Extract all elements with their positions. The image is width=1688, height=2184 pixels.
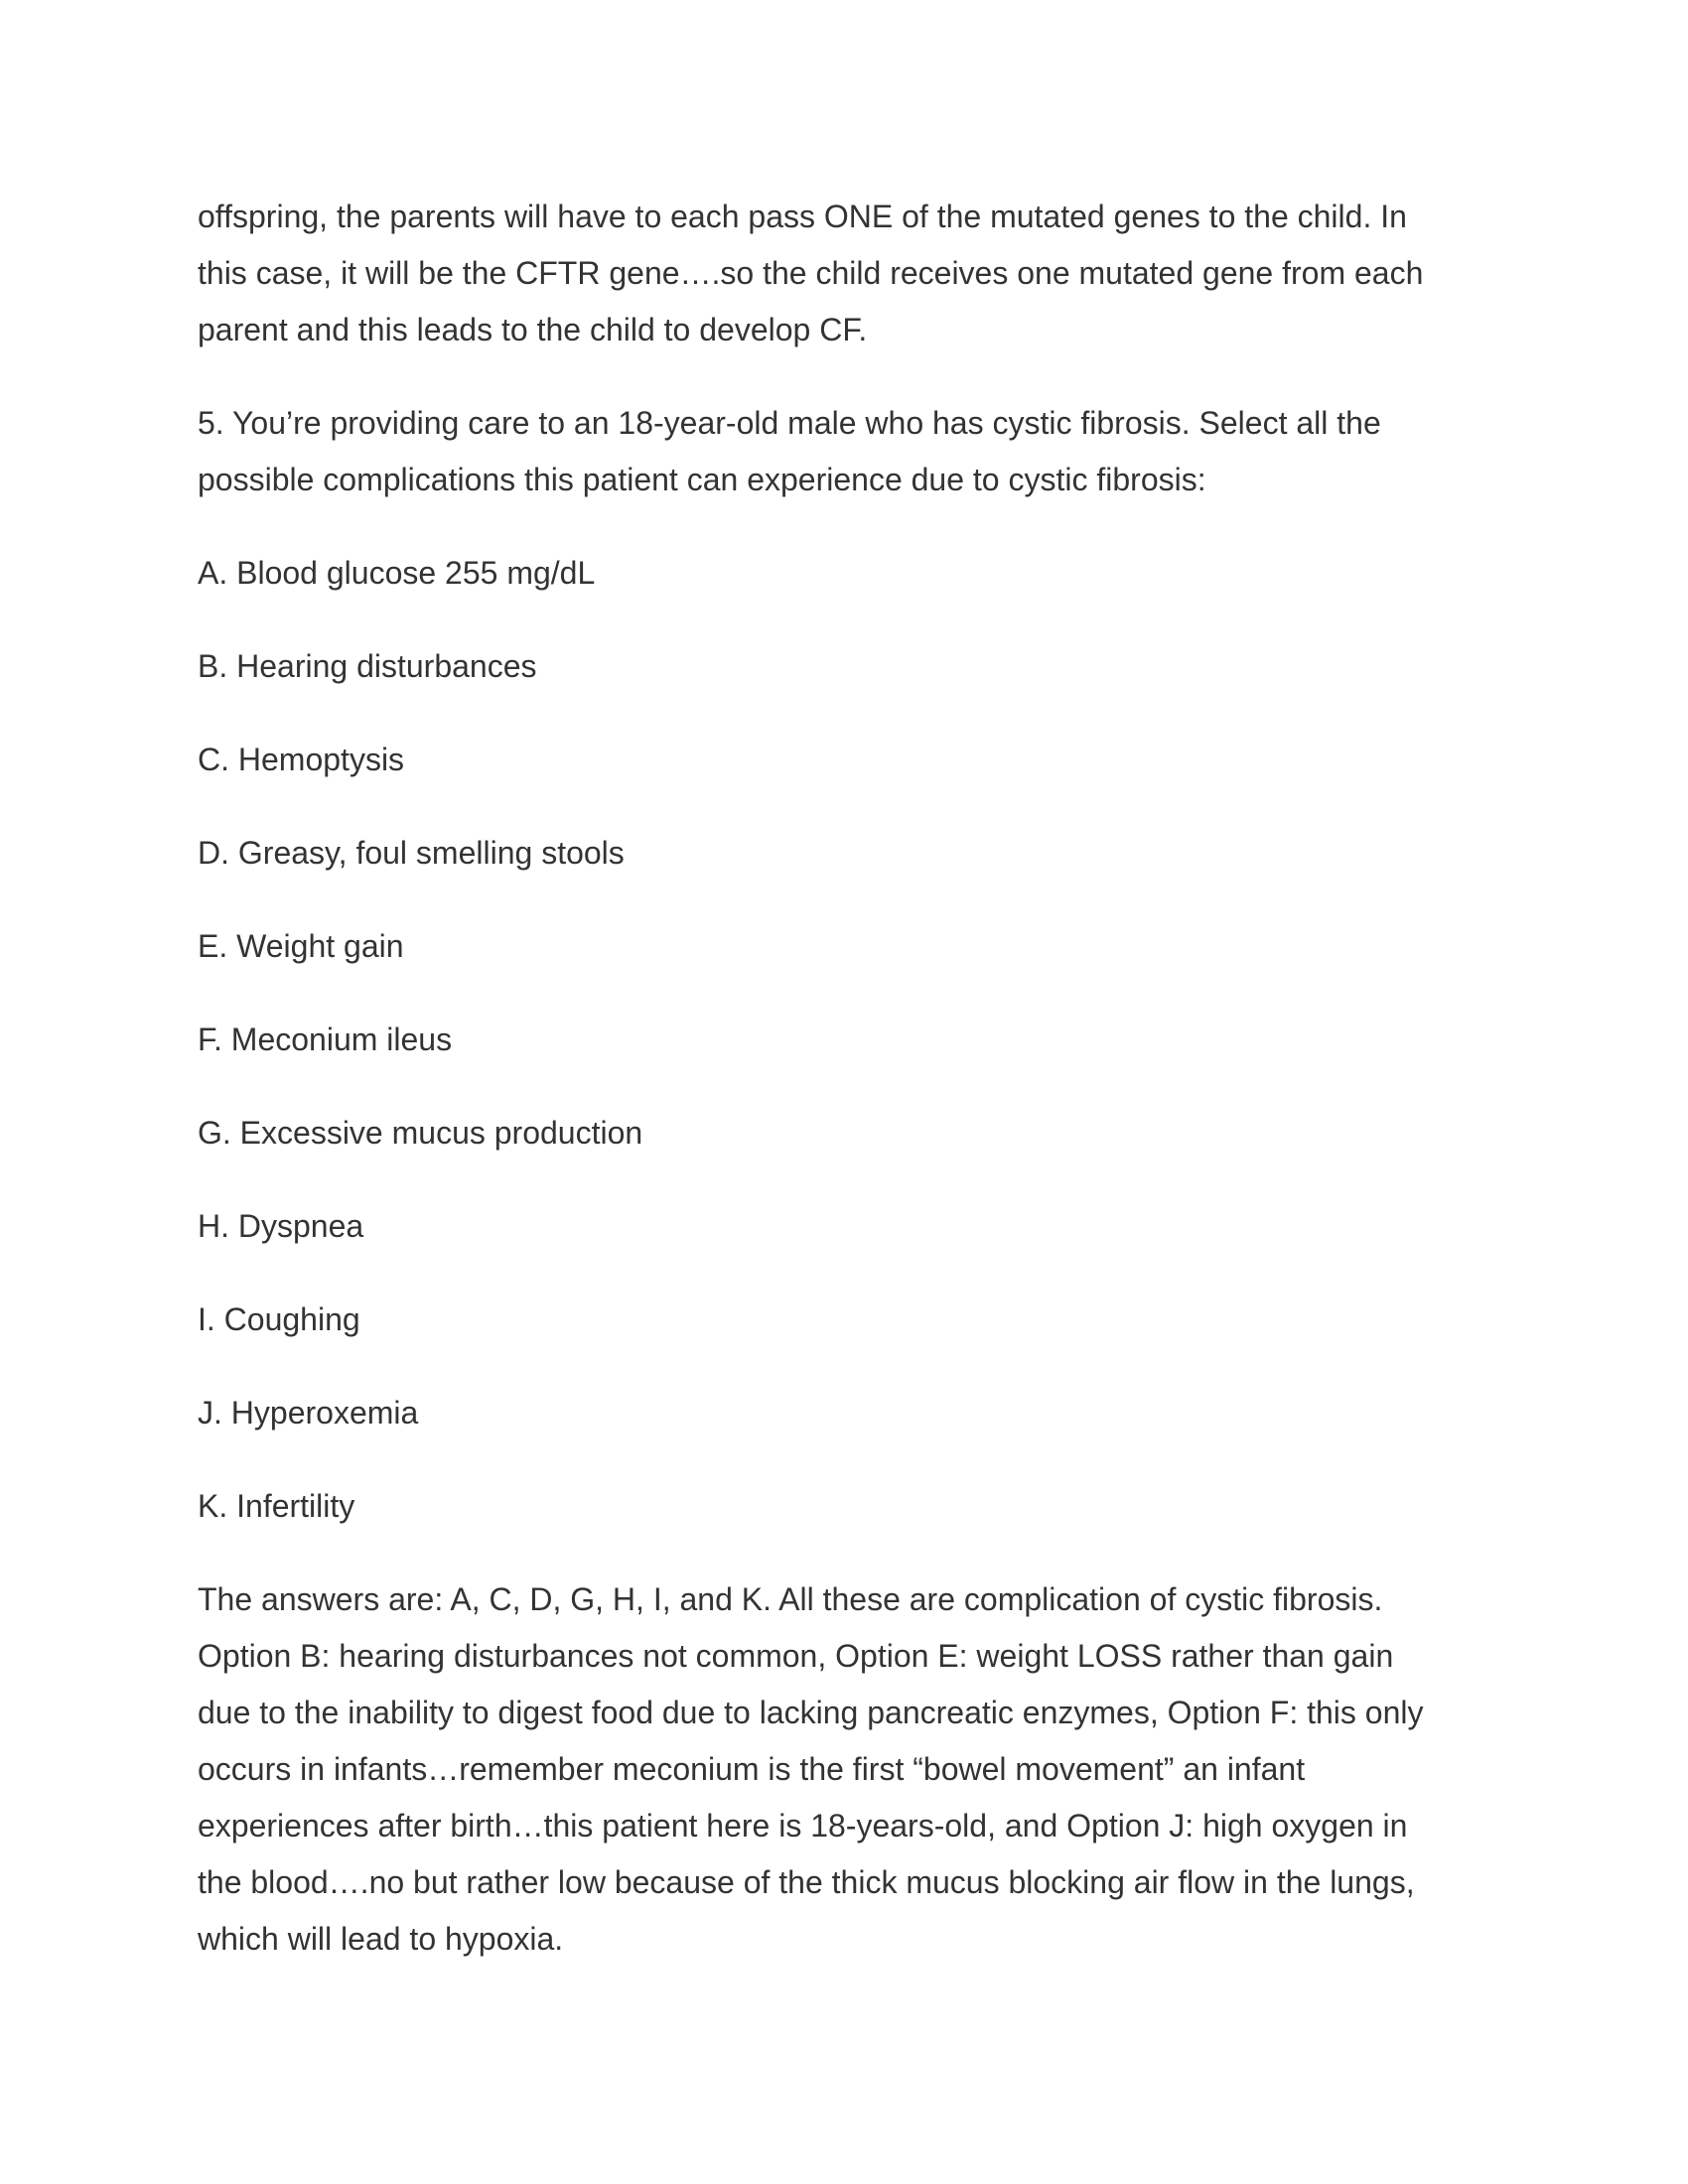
text-line: Option B: hearing disturbances not common, Option E: weight LOSS rather than gain — [198, 1638, 1394, 1674]
text-line: offspring, the parents will have to each pass ONE of the mutated genes to the child. In — [198, 199, 1407, 234]
text-line: this case, it will be the CFTR gene….so the child receives one mutated gene from each — [198, 255, 1424, 291]
text-line: which will lead to hypoxia. — [198, 1921, 564, 1957]
option-b — [198, 638, 1508, 695]
option-e — [198, 918, 1508, 975]
option-j — [198, 1385, 1508, 1441]
answer-paragraph — [198, 1571, 1508, 1968]
option-label: J. Hyperoxemia — [198, 1395, 419, 1431]
option-k — [198, 1478, 1508, 1535]
option-i — [198, 1292, 1508, 1348]
text-line: possible complications this patient can experience due to cystic fibrosis: — [198, 462, 1206, 497]
text-line: experiences after birth…this patient here is 18-years-old, and Option J: high oxygen in — [198, 1808, 1408, 1843]
option-f — [198, 1012, 1508, 1068]
question-paragraph — [198, 395, 1508, 508]
option-label: D. Greasy, foul smelling stools — [198, 835, 625, 871]
option-label: I. Coughing — [198, 1301, 360, 1337]
option-label: C. Hemoptysis — [198, 742, 405, 777]
text-line: 5. You’re providing care to an 18-year-old male who has cystic fibrosis. Select all the — [198, 405, 1381, 441]
option-label: E. Weight gain — [198, 928, 404, 964]
document-page — [198, 189, 1508, 2004]
option-g — [198, 1105, 1508, 1161]
option-label: H. Dyspnea — [198, 1208, 364, 1244]
option-c — [198, 732, 1508, 788]
option-label: B. Hearing disturbances — [198, 648, 537, 684]
option-h — [198, 1198, 1508, 1255]
text-line: parent and this leads to the child to develop CF. — [198, 312, 868, 347]
option-d — [198, 825, 1508, 882]
option-label: K. Infertility — [198, 1488, 355, 1524]
intro-paragraph — [198, 189, 1508, 358]
option-label: G. Excessive mucus production — [198, 1115, 643, 1151]
text-line: occurs in infants…remember meconium is the first “bowel movement” an infant — [198, 1751, 1306, 1787]
option-label: F. Meconium ileus — [198, 1022, 453, 1057]
option-label: A. Blood glucose 255 mg/dL — [198, 555, 596, 591]
option-a — [198, 545, 1508, 602]
text-line: due to the inability to digest food due to lacking pancreatic enzymes, Option F: this only — [198, 1695, 1424, 1730]
text-line: The answers are: A, C, D, G, H, I, and K. All these are complication of cystic fibrosis. — [198, 1581, 1383, 1617]
text-line: the blood….no but rather low because of the thick mucus blocking air flow in the lungs, — [198, 1864, 1415, 1900]
